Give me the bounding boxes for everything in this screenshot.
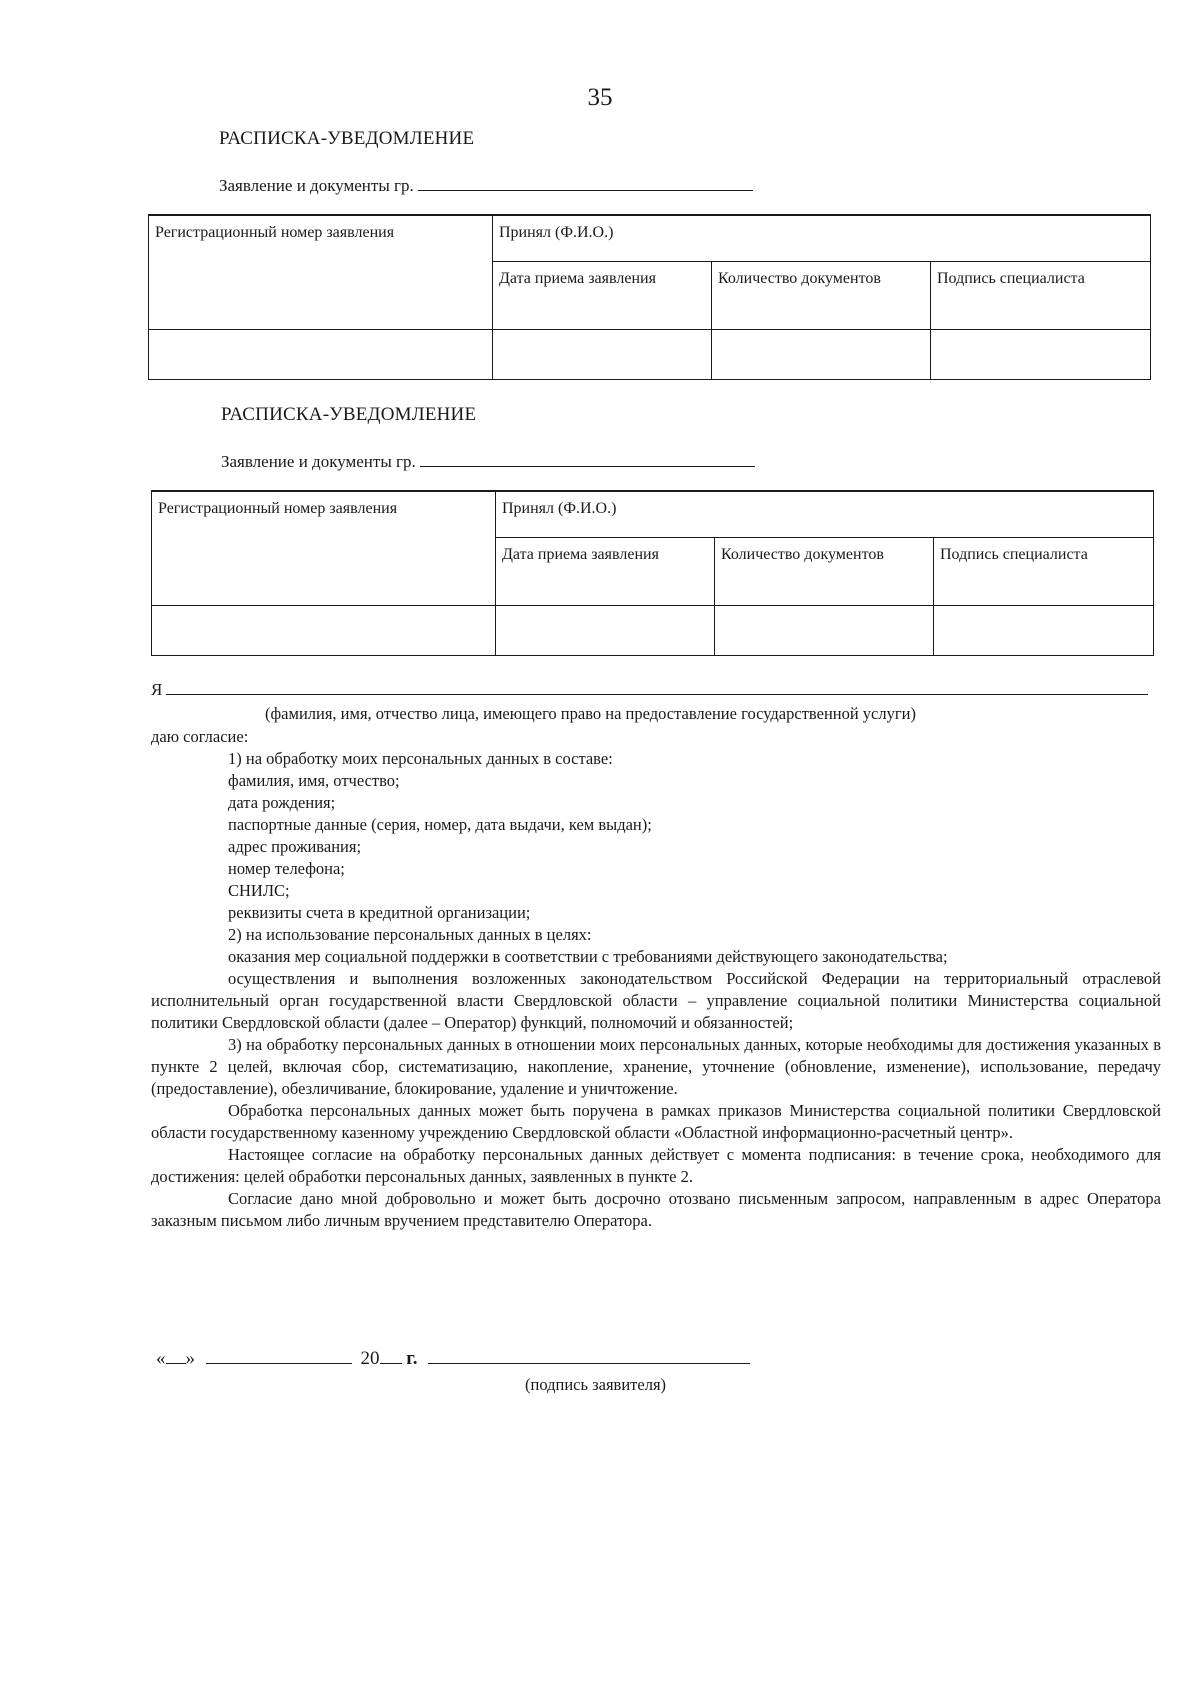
date-cell-1[interactable] [493,329,712,379]
reg-number-cell-2[interactable] [152,605,496,655]
receipt-table-2 [151,490,1154,656]
consent-item: паспортные данные (серия, номер, дата выдачи, кем выдан); [228,815,652,834]
consent-name-line [151,680,1161,700]
consent-item: номер телефона; [228,859,345,878]
consent-items-list [151,748,1161,968]
date-header-1: Дата приема заявления [493,261,712,329]
consent-paragraph: Настоящее согласие на обработку персональных данных действует с момента подписания: в течение срока, необходимого для достижения: целей обработки персональных данных, заявленных в пункте 2. [151,1145,1161,1186]
date-header-2: Дата приема заявления [496,537,715,605]
day-blank[interactable] [166,1349,186,1364]
consent-paragraph: Согласие дано мной добровольно и может быть досрочно отозвано письменным запросом, направленным в адрес Оператора заказным письмом либо личным вручением представителю Оператора. [151,1189,1161,1230]
applicant-label-2: Заявление и документы гр. [221,452,416,471]
give-consent: даю согласие: [151,727,249,746]
year-prefix: 20 [360,1348,380,1369]
signature-cell-2[interactable] [934,605,1154,655]
doc-count-cell-2[interactable] [715,605,934,655]
applicant-label-1: Заявление и документы гр. [219,176,414,195]
consent-item: адрес проживания; [228,837,362,856]
receipt-title-1: РАСПИСКА-УВЕДОМЛЕНИЕ [219,128,475,149]
consent-paragraph: осуществления и выполнения возложенных законодательством Российской Федерации на территориальный отраслевой исполнительный орган государственной власти Свердловской области – управление социальной политики Министерства социальной политики Свердловской области (далее – Оператор) функций, полномочий и обязанностей; [151,969,1161,1032]
signature-header-1: Подпись специалиста [931,261,1151,329]
year-blank[interactable] [380,1349,402,1364]
accepted-by-header-1: Принял (Ф.И.О.) [493,215,1151,261]
i-label: Я [151,680,163,699]
applicant-fullname-blank[interactable] [166,680,1148,695]
consent-item: 1) на обработку моих персональных данных в составе: [228,749,613,768]
receipt-title-2: РАСПИСКА-УВЕДОМЛЕНИЕ [221,404,477,425]
name-caption: (фамилия, имя, отчество лица, имеющего право на предоставление государственной услуги) [265,704,916,723]
quote-open: « [156,1348,166,1369]
accepted-by-header-2: Принял (Ф.И.О.) [496,491,1154,537]
consent-item: дата рождения; [228,793,336,812]
reg-number-header-2: Регистрационный номер заявления [152,491,496,605]
applicant-line-2 [221,452,755,472]
consent-item: реквизиты счета в кредитной организации; [228,903,531,922]
quote-close: » [185,1348,195,1369]
consent-item: оказания мер социальной поддержки в соответствии с требованиями действующего законодательства; [228,947,948,966]
doc-count-cell-1[interactable] [712,329,931,379]
doc-count-header-2: Количество документов [715,537,934,605]
page-number: 35 [587,84,613,111]
date-signature-line [156,1348,750,1370]
year-suffix: г. [406,1348,418,1369]
consent-item: фамилия, имя, отчество; [228,771,400,790]
applicant-name-blank-2[interactable] [420,452,755,467]
applicant-signature-blank[interactable] [428,1349,750,1364]
month-blank[interactable] [206,1349,352,1364]
signature-caption: (подпись заявителя) [525,1375,667,1394]
date-cell-2[interactable] [496,605,715,655]
signature-header-2: Подпись специалиста [934,537,1154,605]
doc-count-header-1: Количество документов [712,261,931,329]
applicant-name-blank-1[interactable] [418,176,753,191]
consent-paragraph: 3) на обработку персональных данных в отношении моих персональных данных, которые необходимы для достижения указанных в пункте 2 целей, включая сбор, систематизацию, накопление, хранение, уточнение (обновление, изменение), использование, передачу (предоставление), обезличивание, блокирование, удаление и уничтожение. [151,1035,1161,1098]
consent-item: 2) на использование персональных данных в целях: [228,925,592,944]
reg-number-header-1: Регистрационный номер заявления [149,215,493,329]
consent-item: СНИЛС; [228,881,290,900]
signature-cell-1[interactable] [931,329,1151,379]
consent-text [151,726,1161,1232]
applicant-line-1 [219,176,753,196]
consent-paragraph: Обработка персональных данных может быть поручена в рамках приказов Министерства социальной политики Свердловской области государственному казенному учреждению Свердловской области «Областной информационно-расчетный центр». [151,1101,1161,1142]
receipt-table-1 [148,214,1151,380]
reg-number-cell-1[interactable] [149,329,493,379]
